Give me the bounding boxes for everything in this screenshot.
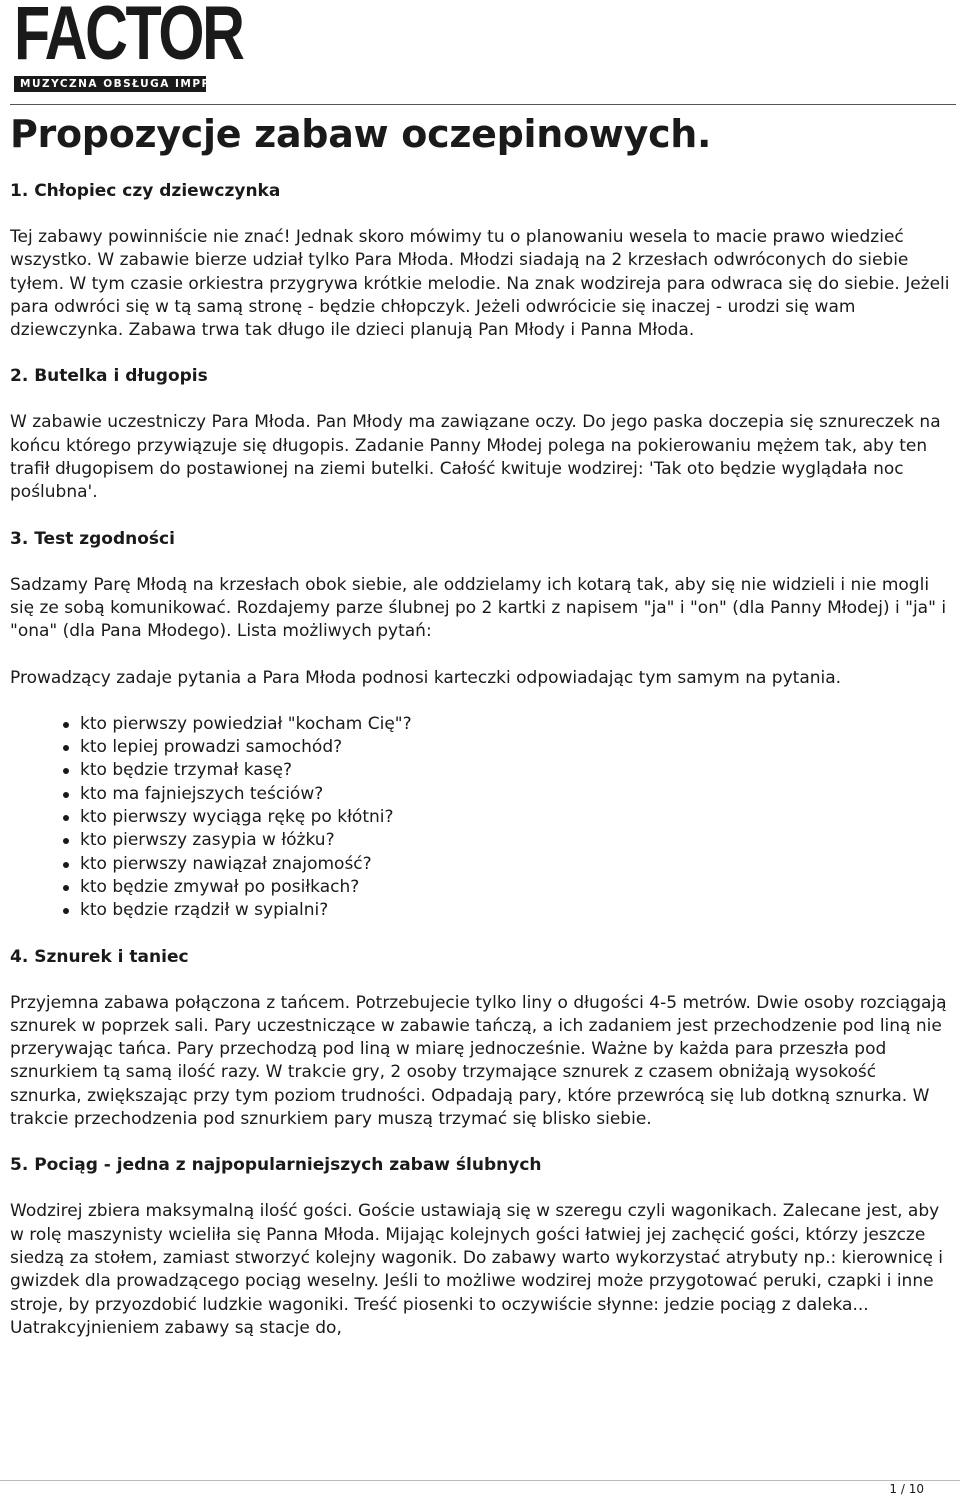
list-item: kto pierwszy powiedział "kocham Cię"? — [80, 713, 950, 736]
page-number: 1 / 10 — [889, 1482, 924, 1496]
section-heading: 5. Pociąg - jedna z najpopularniejszych zabaw ślubnych — [10, 1155, 542, 1176]
section-2 — [10, 365, 950, 504]
section-heading: 3. Test zgodności — [10, 528, 175, 549]
list-item: kto lepiej prowadzi samochód? — [80, 736, 950, 759]
section-paragraph: W zabawie uczestniczy Para Młoda. Pan Młody ma zawiązane oczy. Do jego paska doczepia się sznureczek na końcu którego przywiązuje się długopis. Zadanie Panny Młodej polega na pokierowaniu mężem tak, aby ten trafił długopisem do postawionej na ziemi butelki. Całość kwituje wodzirej: 'Tak oto będzie wyglądała noc poślubna'. — [10, 412, 941, 503]
section-paragraph: Wodzirej zbiera maksymalną ilość gości. Goście ustawiają się w szeregu czyli wagonikach. Zalecane jest, aby w rolę maszynisty wcieliła się Panna Młoda. Mijając kolejnych gości łatwiej jej zachęcić gości, którzy jeszcze siedzą za stołem, zamiast stworzyć kolejny wagonik. Do zabawy warto wykorzystać atrybuty np.: kierownicę i gwizdek dla prowadzącego pociąg weselny. Jeśli to możliwe wodzirej może przygotować peruki, czapki i inne stroje, by przyozdobić ludzkie wagoniki. Treść piosenki to oczywiście słynne: jedzie pociąg z daleka... Uatrakcyjnieniem zabawy są stacje do, — [10, 1201, 944, 1338]
page-header — [14, 0, 960, 106]
question-list — [10, 713, 950, 923]
logo-wordmark: FACTOR — [14, 0, 243, 76]
list-item: kto będzie rządził w sypialni? — [80, 899, 950, 922]
section-5 — [10, 1154, 950, 1340]
section-paragraph: Sadzamy Parę Młodą na krzesłach obok siebie, ale oddzielamy ich kotarą tak, aby się nie widzieli i nie mogli się ze sobą komunikować. Rozdajemy parze ślubnej po 2 kartki z napisem "ja" i "on" (dla Panny Młodej) i "ja" i "ona" (dla Pana Młodego). Lista możliwych pytań: — [10, 574, 947, 642]
section-3 — [10, 528, 950, 923]
list-item: kto pierwszy wyciąga rękę po kłótni? — [80, 806, 950, 829]
section-paragraph: Przyjemna zabawa połączona z tańcem. Potrzebujecie tylko liny o długości 4-5 metrów. Dwie osoby rozciągają sznurek w poprzek sali. Pary uczestniczące w zabawie tańczą, a ich zadaniem jest przechodzenie pod liną nie przerywając tańca. Pary przechodzą pod liną w miarę jednocześnie. Ważne by każda para przeszła pod sznurkiem tą samą ilość razy. W trakcie gry, 2 osoby trzymające sznurek z czasem obniżają wysokość sznurka, zwiększając przy tym poziom trudności. Odpadają pary, które przewrócą się lub dotkną sznurka. W trakcie przechodzenia pod sznurkiem pary muszą trzymać się blisko siebie. — [10, 992, 947, 1130]
section-1 — [10, 180, 950, 342]
section-paragraph: Prowadzący zadaje pytania a Para Młoda podnosi karteczki odpowiadając tym samym na pytania. — [10, 667, 842, 688]
list-item: kto będzie zmywał po posiłkach? — [80, 876, 950, 899]
header-divider — [10, 104, 956, 105]
factor-logo — [14, 0, 243, 95]
section-heading: 1. Chłopiec czy dziewczynka — [10, 181, 281, 201]
section-4 — [10, 946, 950, 1132]
footer-divider — [0, 1480, 960, 1481]
section-heading: 2. Butelka i długopis — [10, 366, 208, 387]
list-item: kto będzie trzymał kasę? — [80, 759, 950, 782]
list-item: kto pierwszy nawiązał znajomość? — [80, 853, 950, 876]
list-item: kto ma fajniejszych teściów? — [80, 783, 950, 806]
document-body — [10, 108, 950, 1340]
list-item: kto pierwszy zasypia w łóżku? — [80, 829, 950, 852]
logo-tagline: MUZYCZNA OBSŁUGA IMPREZ — [20, 78, 229, 90]
section-heading: 4. Sznurek i taniec — [10, 946, 189, 967]
section-paragraph: Tej zabawy powinniście nie znać! Jednak skoro mówimy tu o planowaniu wesela to macie prawo wiedzieć wszystko. W zabawie bierze udział tylko Para Młoda. Młodzi siadają na 2 krzesłach odwróconych do siebie tyłem. W tym czasie orkiestra przygrywa krótkie melodie. Na znak wodzireja para odwraca się do siebie. Jeżeli para odwróci się w tą samą stronę - będzie chłopczyk. Jeżeli odwrócicie się inaczej - urodzi się wam dziewczynka. Zabawa trwa tak długo ile dzieci planują Pan Młody i Panna Młoda. — [10, 227, 950, 341]
document-title: Propozycje zabaw oczepinowych. — [10, 112, 712, 156]
